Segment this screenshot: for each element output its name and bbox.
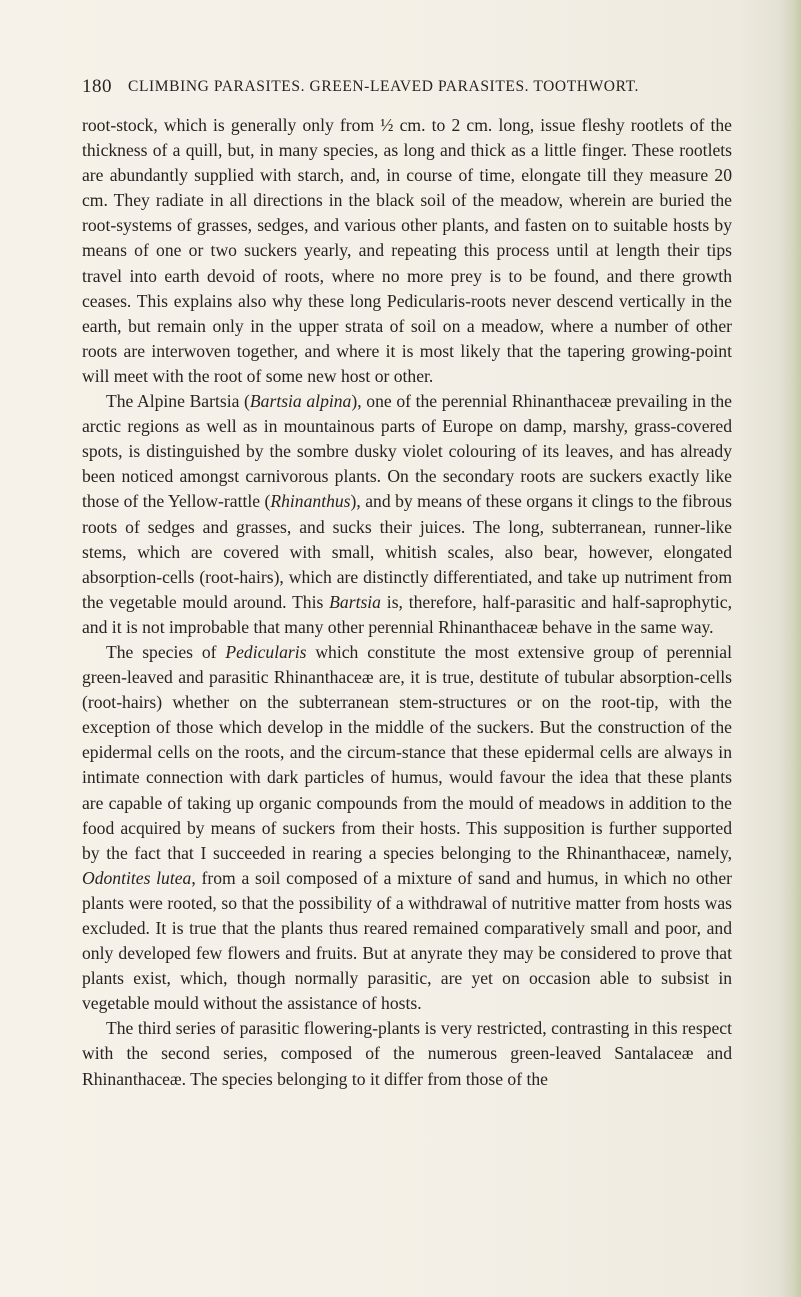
italic-term: Bartsia alpina xyxy=(249,391,352,412)
italic-term: Odontites lutea xyxy=(82,867,192,888)
page-edge-shadow xyxy=(779,0,801,1297)
text-run: ), and by means of these organs it clings to the fibrous roots of sedges and grasses, and sucks their juices. The long, subterranean, runner-like stems, which are covered with small, whitish scales, also bear, however, elongated absorption-cells (root-hairs), which are distinctly differentiated, and take up nutriment from the vegetable mould around. This xyxy=(82,491,732,612)
body-text xyxy=(82,113,732,1092)
text-run: which constitute the most extensive group of perennial green-leaved and parasitic Rhinanthaceæ are, it is true, destitute of tubular absorption-cells (root-hairs) whether on the subterranean stem-structures or on the root-tip, with the exception of those which develop in the middle of the suckers. But the construction of the epidermal cells on the roots, and the circum-stance that these epidermal cells are always in intimate connection with dark particles of humus, would favour the idea that these plants are capable of taking up organic compounds from the mould of meadows in addition to the food acquired by means of suckers from their hosts. This supposition is further supported by the fact that I succeeded in rearing a species belonging to the Rhinanthaceæ, namely, xyxy=(82,641,732,863)
italic-term: Bartsia xyxy=(329,591,381,612)
paragraph xyxy=(82,389,732,640)
paragraph xyxy=(82,640,732,1016)
text-run: , from a soil composed of a mixture of sand and humus, in which no other plants were rooted, so that the possibility of a withdrawal of nutritive matter from hosts was excluded. It is true that the plants thus reared remained comparatively small and poor, and only developed few flowers and fruits. But at anyrate they may be considered to prove that plants exist, which, though normally parasitic, are yet on occasion able to subsist in vegetable mould without the assistance of hosts. xyxy=(82,867,732,1014)
text-run: is, therefore, half-parasitic and half-saprophytic, and it is not improbable that many other perennial Rhinanthaceæ behave in the same way. xyxy=(82,591,732,637)
text-run: ), one of the perennial Rhinanthaceæ prevailing in the arctic regions as well as in mountainous parts of Europe on damp, marshy, grass-covered spots, is distinguished by the sombre dusky violet colouring of its leaves, and has already been noticed amongst carnivorous plants. On the secondary roots are suckers exactly like those of the Yellow-rattle ( xyxy=(82,391,732,512)
text-run: root-stock, which is generally only from ½ cm. to 2 cm. long, issue fleshy rootlets of the thickness of a quill, but, in many species, as long and thick as a little finger. These rootlets are abundantly supplied with starch, and, in course of time, elongate till they measure 20 cm. They radiate in all directions in the black soil of the meadow, wherein are buried the root-systems of grasses, sedges, and various other plants, and fasten on to suitable hosts by means of one or two suckers yearly, and repeating this process until at length their tips travel into earth devoid of roots, where no more prey is to be found, and there growth ceases. This explains also why these long Pedicularis-roots never descend vertically in the earth, but remain only in the upper strata of soil on a meadow, where a number of other roots are interwoven together, and where it is most likely that the tapering growing-point will meet with the root of some new host or other. xyxy=(82,115,732,386)
page-header xyxy=(82,76,732,100)
paragraph xyxy=(82,1016,732,1091)
text-run: The species of xyxy=(106,641,226,662)
paragraph xyxy=(82,113,732,389)
italic-term: Pedicularis xyxy=(225,641,307,662)
running-head: CLIMBING PARASITES. GREEN-LEAVED PARASITES. TOOTHWORT. xyxy=(128,78,639,95)
text-run: The third series of parasitic flowering-plants is very restricted, contrasting in this respect with the second series, composed of the numerous green-leaved Santalaceæ and Rhinanthaceæ. The species belonging to it differ from those of the xyxy=(82,1018,732,1089)
page-number: 180 xyxy=(82,76,112,97)
text-run: The Alpine Bartsia ( xyxy=(106,391,250,412)
italic-term: Rhinanthus xyxy=(270,491,351,512)
